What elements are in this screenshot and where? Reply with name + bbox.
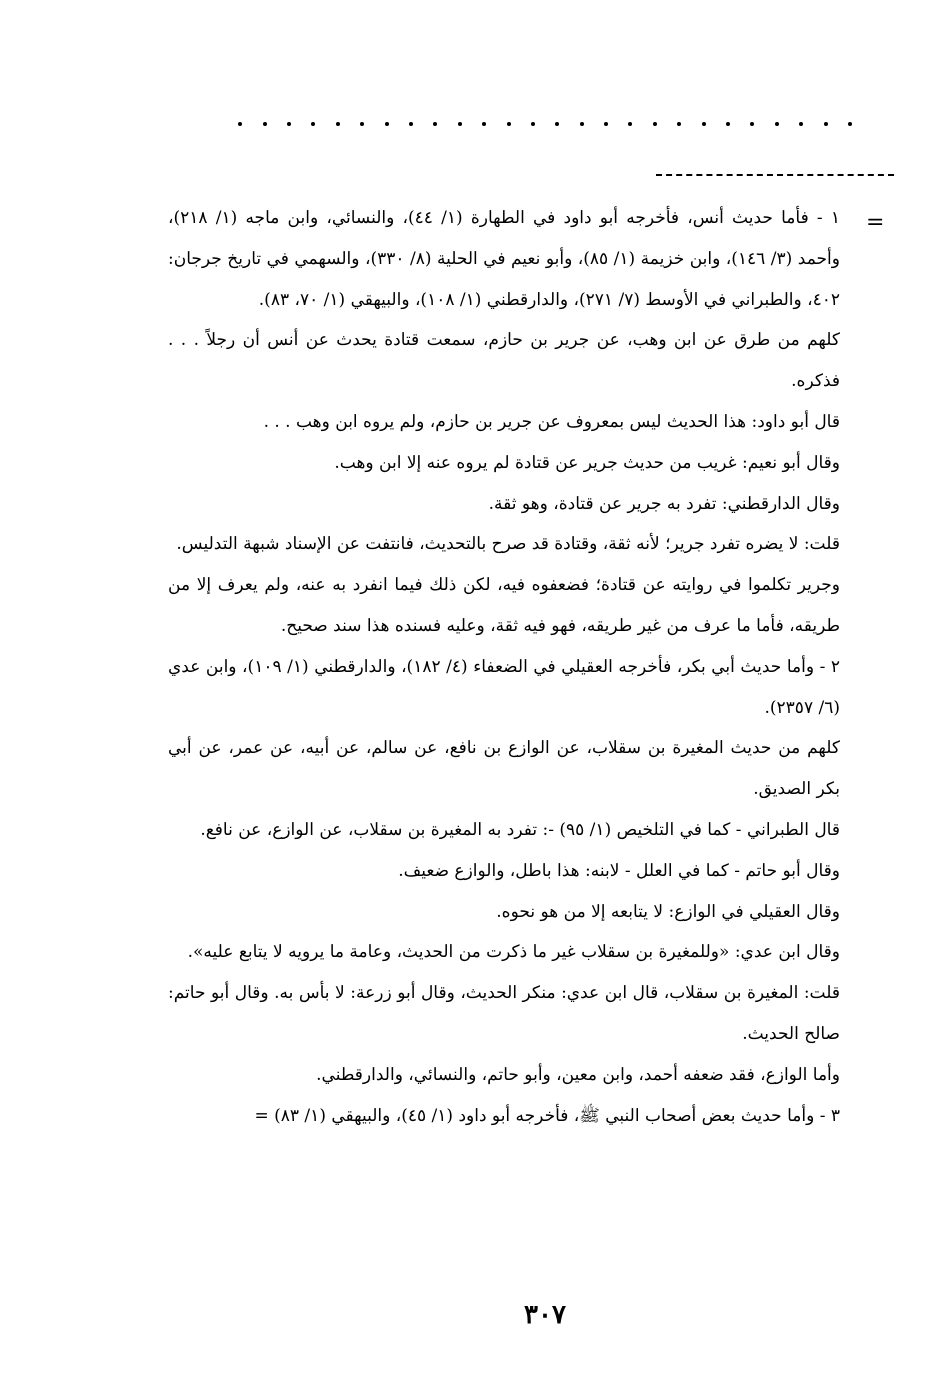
footnote-paragraph: قال أبو داود: هذا الحديث ليس بمعروف عن جرير بن حازم، ولم يروه ابن وهب . . .: [263, 411, 840, 432]
separator-dot: [433, 122, 437, 126]
separator-dot: [775, 122, 779, 126]
separator-dot: [653, 122, 657, 126]
separator-dot: [750, 122, 754, 126]
separator-dot: [531, 122, 535, 126]
separator-dot: [628, 122, 632, 126]
separator-dot: [458, 122, 462, 126]
footnote-paragraph: كلهم من طرق عن ابن وهب، عن جرير بن حازم، سمعت قتادة يحدث عن أنس أن رجلاً . . . فذكره.: [168, 330, 840, 392]
continuation-mark: =: [866, 210, 885, 235]
separator-dot: [726, 122, 730, 126]
footnote-paragraph: قلت: المغيرة بن سقلاب، قال ابن عدي: منكر الحديث، وقال أبو زرعة: لا بأس به. وقال أبو حاتم: صالح الحديث.: [168, 983, 840, 1044]
separator-dot: [555, 122, 559, 126]
footnote-paragraph: ٣ - وأما حديث بعض أصحاب النبي ﷺ، فأخرجه أبو داود (١/ ٤٥)، والبيهقي (١/ ٨٣) =: [254, 1105, 840, 1126]
separator-dot: [336, 122, 340, 126]
separator-dot: [799, 122, 803, 126]
separator-dot: [507, 122, 511, 126]
separator-dot: [677, 122, 681, 126]
separator-dot: [409, 122, 413, 126]
separator-dot: [702, 122, 706, 126]
footnote-paragraph: ١ - فأما حديث أنس، فأخرجه أبو داود في الطهارة (١/ ٤٤)، والنسائي، وابن ماجه (١/ ٢١٨)، وأحمد (٣/ ١٤٦)، وابن خزيمة (١/ ٨٥)، وأبو نعيم في الحلية (٨/ ٣٣٠)، والسهمي في تاريخ جرجان: ٤٠٢، والطبراني في الأوسط (٧/ ٢٧١)، والدارقطني (١/ ١٠٨)، والبيهقي (١/ ٧٠، ٨٣).: [168, 208, 840, 310]
footnote-paragraph: وأما الوازع، فقد ضعفه أحمد، وابن معين، وأبو حاتم، والنسائي، والدارقطني.: [316, 1064, 840, 1085]
separator-dot: [604, 122, 608, 126]
separator-dot: [824, 122, 828, 126]
footnote-paragraph: وقال أبو حاتم - كما في العلل - لابنه: هذا باطل، والوازع ضعيف.: [398, 860, 840, 881]
footnote-paragraph: قلت: لا يضره تفرد جرير؛ لأنه ثقة، وقتادة قد صرح بالتحديث، فانتفت عن الإسناد شبهة التدليس.: [176, 534, 840, 555]
footnote-rule: [656, 174, 894, 176]
footnote-paragraph: وقال أبو نعيم: غريب من حديث جرير عن قتادة لم يروه عنه إلا ابن وهب.: [334, 452, 840, 473]
footnote-body: [168, 198, 840, 1136]
footnote-paragraph: ٢ - وأما حديث أبي بكر، فأخرجه العقيلي في الضعفاء (٤/ ١٨٢)، والدارقطني (١/ ١٠٩)، وابن عدي (٦/ ٢٣٥٧).: [168, 656, 841, 718]
separator-dot: [360, 122, 364, 126]
footnote-paragraph: وقال ابن عدي: «وللمغيرة بن سقلاب غير ما ذكرت من الحديث، وعامة ما يرويه لا يتابع عليه».: [187, 942, 840, 963]
footnote-paragraph: كلهم من حديث المغيرة بن سقلاب، عن الوازع بن نافع، عن سالم، عن أبيه، عن عمر، عن أبي بكر الصديق.: [168, 738, 840, 800]
separator-dot: [263, 122, 267, 126]
footnote-paragraph: وقال الدارقطني: تفرد به جرير عن قتادة، وهو ثقة.: [488, 493, 840, 514]
separator-dot: [238, 122, 242, 126]
separator-dot: [287, 122, 291, 126]
separator-dot: [385, 122, 389, 126]
separator-dot: [580, 122, 584, 126]
footnote-paragraph: وجرير تكلموا في روايته عن قتادة؛ فضعفوه فيه، لكن ذلك فيما انفرد به عنه، ولم يعرف إلا من طريقه، فأما ما عرف من غير طريقه، فهو فيه ثقة، وعليه فسنده هذا سند صحيح.: [168, 575, 840, 636]
footnote-paragraph: قال الطبراني - كما في التلخيص (١/ ٩٥) -: تفرد به المغيرة بن سقلاب، عن الوازع، عن نافع.: [200, 819, 840, 840]
separator-dot: [848, 122, 852, 126]
separator-dot: [311, 122, 315, 126]
page-number: ٣٠٧: [524, 1300, 566, 1330]
dotted-separator: [238, 114, 852, 134]
separator-dot: [482, 122, 486, 126]
footnote-paragraph: وقال العقيلي في الوازع: لا يتابعه إلا من هو نحوه.: [496, 901, 840, 922]
